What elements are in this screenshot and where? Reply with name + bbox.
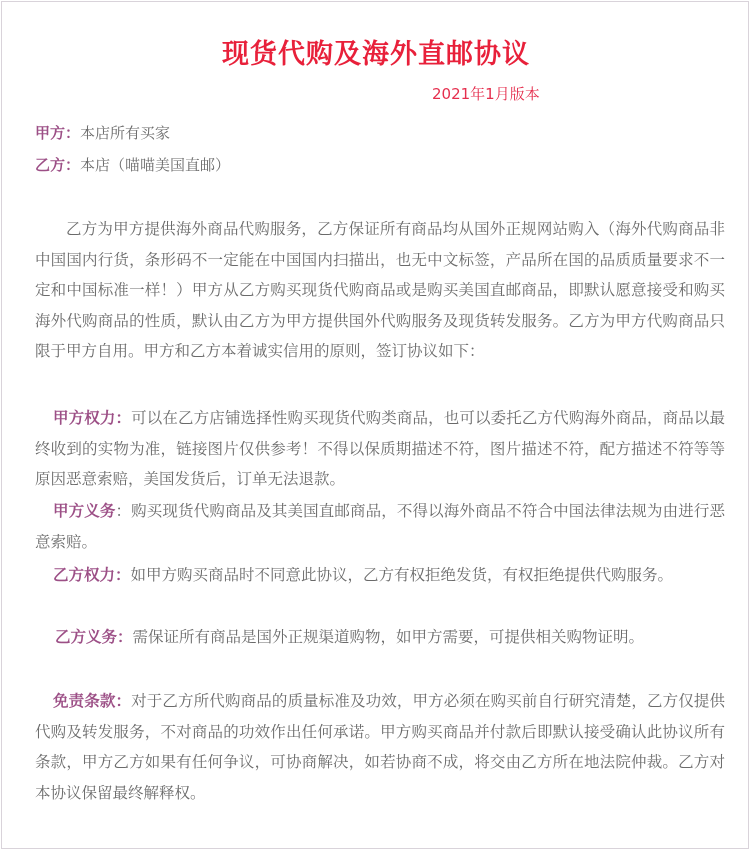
- party-a-rights-paragraph: [35, 403, 725, 495]
- party-b-duties-text: 需保证所有商品是国外正规渠道购物，如甲方需要，可提供相关购物证明。: [132, 628, 645, 646]
- agreement-page: [1, 1, 749, 849]
- party-b-duties-label: 乙方义务：: [55, 628, 133, 646]
- party-b-rights-text: 如甲方购买商品时不同意此协议，乙方有权拒绝发货，有权拒绝提供代购服务。: [130, 566, 674, 584]
- party-a-rights-text: 可以在乙方店铺选择性购买现货代购类商品，也可以委托乙方代购海外商品，商品以最终收到的实物为准，链接图片仅供参考！不得以保质期描述不符，图片描述不符，配方描述不符等等原因恶意索赔，美国发货后，订单无法退款。: [35, 409, 725, 489]
- party-a-value: 本店所有买家: [80, 124, 171, 142]
- party-b-rights-label: 乙方权力：: [53, 566, 131, 584]
- disclaimer-paragraph: [35, 686, 725, 808]
- party-a-duties-text: ：购买现货代购商品及其美国直邮商品，不得以海外商品不符合中国法律法规为由进行恶意索赔。: [35, 502, 725, 551]
- party-a-line: [35, 122, 170, 144]
- party-a-label: 甲方：: [35, 124, 81, 142]
- disclaimer-label: 免责条款：: [53, 692, 132, 710]
- page-title: 现货代购及海外直邮协议: [222, 39, 530, 70]
- party-a-duties-paragraph: [35, 496, 725, 557]
- party-b-label: 乙方：: [35, 156, 81, 174]
- party-b-duties-paragraph: [35, 622, 735, 653]
- party-b-value: 本店（喵喵美国直邮）: [80, 156, 231, 174]
- party-a-rights-label: 甲方权力：: [53, 409, 132, 427]
- disclaimer-text: 对于乙方所代购商品的质量标准及功效，甲方必须在购买前自行研究清楚，乙方仅提供代购及转发服务，不对商品的功效作出任何承诺。甲方购买商品并付款后即默认接受确认此协议所有条款，甲方乙方如果有任何争议，可协商解决，如若协商不成，将交由乙方所在地法院仲裁。乙方对本协议保留最终解释权。: [35, 692, 725, 802]
- version-label: 2021年1月版本: [432, 85, 540, 103]
- party-b-rights-paragraph: [35, 560, 725, 591]
- party-a-duties-label: 甲方义务: [53, 502, 116, 520]
- intro-paragraph: 乙方为甲方提供海外商品代购服务，乙方保证所有商品均从国外正规网站购入（海外代购商品非中国国内行货，条形码不一定能在中国国内扫描出，也无中文标签，产品所在国的品质质量要求不一定和中国标准一样！）甲方从乙方购买现货代购商品或是购买美国直邮商品，即默认愿意接受和购买海外代购商品的性质，默认由乙方为甲方提供国外代购服务及现货转发服务。乙方为甲方代购商品只限于甲方自用。甲方和乙方本着诚实信用的原则，签订协议如下：: [35, 220, 725, 361]
- party-b-line: [35, 154, 230, 176]
